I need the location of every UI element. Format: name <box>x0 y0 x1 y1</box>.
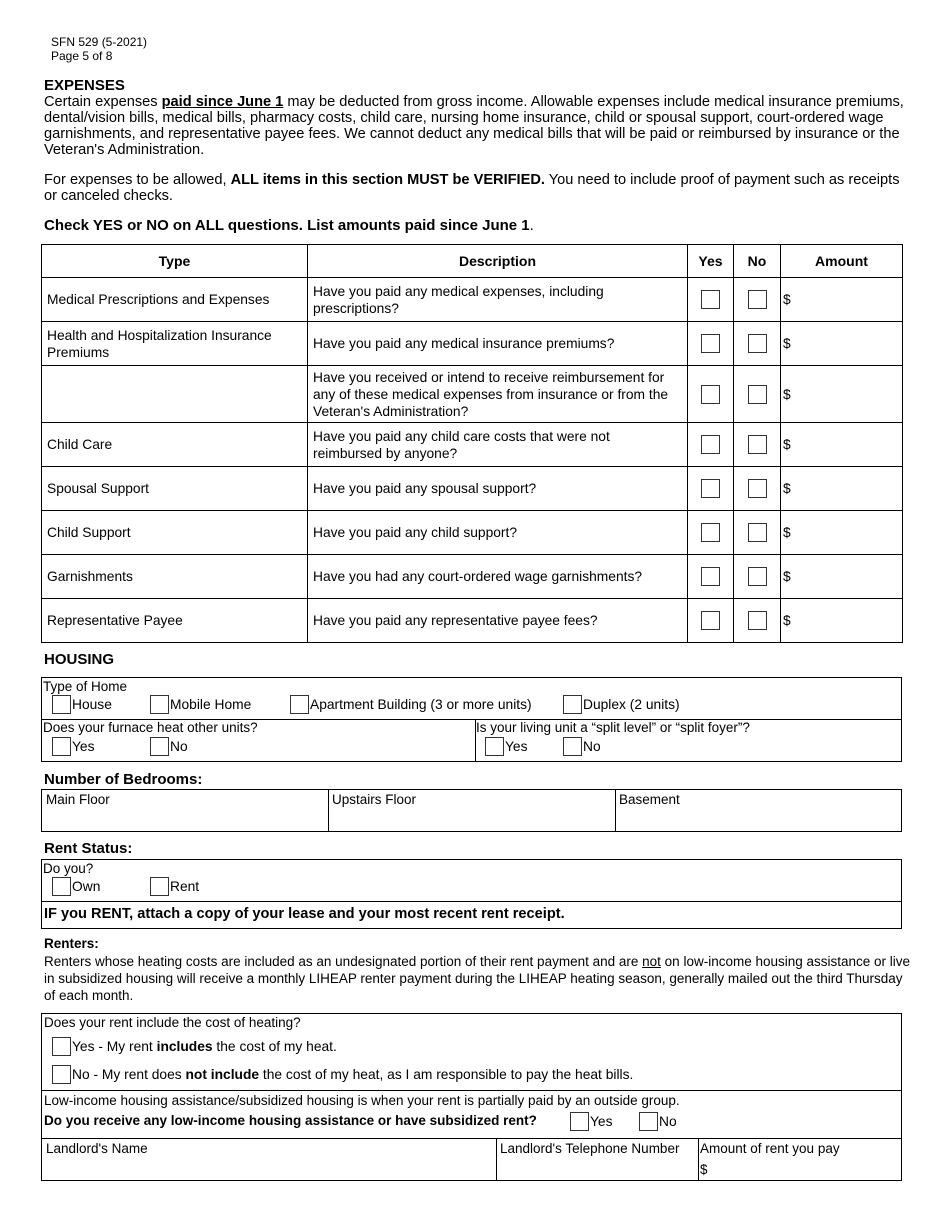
expense-description: Have you paid any medical insurance premiums? <box>308 322 688 366</box>
check-instruction <box>44 218 914 234</box>
furnace-no-checkbox[interactable] <box>150 737 169 756</box>
subsidy-definition: Low-income housing assistance/subsidized housing is when your rent is partially paid by an outside group. <box>44 1093 680 1108</box>
expense-type: Child Support <box>42 511 308 555</box>
renters-text-rest: on low-income housing assistance or live in subsidized housing will receive a monthly LIHEAP renter payment during the LIHEAP heating season, generally mailed out the third Thursday of each month. <box>44 954 911 1003</box>
expense-type: Garnishments <box>42 555 308 599</box>
renters-text: Renters whose heating costs are included as an undesignated portion of their rent payment and are <box>44 954 643 969</box>
yes-cell <box>688 423 734 467</box>
landlord-name-field[interactable] <box>46 1141 148 1156</box>
check-instruction-period: . <box>529 217 534 234</box>
option-text: the cost of my heat. <box>212 1039 337 1054</box>
heat-included-checkbox[interactable] <box>52 1037 71 1056</box>
expense-description: Have you paid any child support? <box>308 511 688 555</box>
expense-row <box>42 467 903 511</box>
currency-symbol: $ <box>700 1162 708 1177</box>
currency-symbol: $ <box>783 336 791 351</box>
divider <box>328 790 329 831</box>
yes-checkbox[interactable] <box>701 479 720 498</box>
furnace-yes-option[interactable] <box>52 737 95 756</box>
upstairs-floor-field[interactable] <box>332 792 416 807</box>
no-checkbox[interactable] <box>748 479 767 498</box>
divider <box>42 1090 901 1091</box>
option-bold: includes <box>156 1039 213 1054</box>
own-option[interactable] <box>52 877 100 896</box>
type-of-home-label: Type of Home <box>43 679 128 694</box>
check-instruction-bold: Check YES or NO on ALL questions. List amounts paid since June 1 <box>44 217 530 234</box>
currency-symbol: $ <box>783 292 791 307</box>
option-label: House <box>72 697 112 712</box>
renters-heading: Renters: <box>44 936 99 951</box>
housing-heading: HOUSING <box>44 651 115 668</box>
intro-text-rest: may be deducted from gross income. Allowable expenses include medical insurance premiums, dental/vision bills, medical bills, pharmacy costs, child care, nursing home insurance, child or spousal support, court-ordered wage garnishments, and representative payee fees. We cannot deduct any medical bills that will be paid or reimbursed by insurance or the Veteran's Administration. <box>44 94 904 158</box>
subsidy-yes-checkbox[interactable] <box>570 1112 589 1131</box>
currency-symbol: $ <box>783 481 791 496</box>
mobile-home-checkbox[interactable] <box>150 695 169 714</box>
lease-notice: IF you RENT, attach a copy of your lease and your most recent rent receipt. <box>44 906 565 922</box>
verify-text-rest: You need to include proof of payment such as receipts or canceled checks. <box>44 172 900 204</box>
divider <box>615 790 616 831</box>
option-label: Rent <box>170 879 200 894</box>
expenses-table <box>41 244 903 643</box>
no-cell <box>734 366 781 423</box>
col-description: Description <box>308 245 688 278</box>
landlord-name-label: Landlord's Name <box>46 1141 148 1156</box>
apartment-checkbox[interactable] <box>290 695 309 714</box>
split-yes-option[interactable] <box>485 737 528 756</box>
yes-cell <box>688 278 734 322</box>
expense-description: Have you paid any spousal support? <box>308 467 688 511</box>
expense-description: Have you paid any child care costs that were not reimbursed by anyone? <box>308 423 688 467</box>
amount-field[interactable] <box>781 599 903 643</box>
option-label: No <box>583 739 601 754</box>
yes-cell <box>688 366 734 423</box>
main-floor-field[interactable] <box>46 792 110 807</box>
landlord-phone-label: Landlord's Telephone Number <box>500 1141 680 1156</box>
main-floor-label: Main Floor <box>46 792 110 807</box>
renters-box <box>41 1013 902 1181</box>
subsidy-question: Do you receive any low-income housing assistance or have subsidized rent? <box>44 1113 537 1128</box>
yes-cell <box>688 322 734 366</box>
divider <box>42 901 901 902</box>
currency-symbol: $ <box>783 437 791 452</box>
subsidy-yes-option[interactable] <box>570 1112 613 1131</box>
bedrooms-box <box>41 789 902 832</box>
subsidy-no-option[interactable] <box>639 1112 677 1131</box>
no-cell <box>734 599 781 643</box>
amount-field[interactable] <box>781 366 903 423</box>
option-text: No - My rent does <box>72 1067 186 1082</box>
rent-option[interactable] <box>150 877 199 896</box>
option-text: the cost of my heat, as I am responsible to pay the heat bills. <box>259 1067 634 1082</box>
expense-type: Representative Payee <box>42 599 308 643</box>
bedrooms-heading: Number of Bedrooms: <box>44 771 203 788</box>
amount-field[interactable] <box>781 555 903 599</box>
expense-type: Health and Hospitalization Insurance Premiums <box>42 322 308 366</box>
split-level-question: Is your living unit a “split level” or “split foyer”? <box>476 720 750 735</box>
subsidy-no-checkbox[interactable] <box>639 1112 658 1131</box>
currency-symbol: $ <box>783 613 791 628</box>
expenses-heading: EXPENSES <box>44 77 125 94</box>
home-option-duplex[interactable] <box>563 695 680 714</box>
option-label: No <box>170 739 188 754</box>
expenses-header-row <box>42 245 903 278</box>
expense-type: Child Care <box>42 423 308 467</box>
own-checkbox[interactable] <box>52 877 71 896</box>
option-text: Yes - My rent <box>72 1039 157 1054</box>
amount-field[interactable] <box>781 423 903 467</box>
heat-question: Does your rent include the cost of heating? <box>44 1015 301 1030</box>
no-cell <box>734 423 781 467</box>
no-cell <box>734 322 781 366</box>
yes-cell <box>688 467 734 511</box>
col-type: Type <box>42 245 308 278</box>
rent-checkbox[interactable] <box>150 877 169 896</box>
heat-included-option[interactable] <box>52 1037 337 1056</box>
split-yes-checkbox[interactable] <box>485 737 504 756</box>
verify-bold: ALL items in this section MUST be VERIFIED. <box>230 172 545 188</box>
no-checkbox[interactable] <box>748 611 767 630</box>
amount-field[interactable] <box>781 322 903 366</box>
furnace-no-option[interactable] <box>150 737 188 756</box>
furnace-yes-checkbox[interactable] <box>52 737 71 756</box>
home-option-apartment[interactable] <box>290 695 532 714</box>
amount-field[interactable] <box>781 511 903 555</box>
amount-field[interactable] <box>781 278 903 322</box>
expense-type <box>42 366 308 423</box>
expenses-intro <box>44 94 914 158</box>
intro-emphasis: paid since June 1 <box>161 94 284 110</box>
no-checkbox[interactable] <box>748 334 767 353</box>
form-identifier <box>51 35 147 63</box>
yes-cell <box>688 511 734 555</box>
yes-checkbox[interactable] <box>701 290 720 309</box>
no-checkbox[interactable] <box>748 523 767 542</box>
rent-status-heading: Rent Status: <box>44 840 133 857</box>
amount-field[interactable] <box>781 467 903 511</box>
heat-not-included-checkbox[interactable] <box>52 1065 71 1084</box>
duplex-checkbox[interactable] <box>563 695 582 714</box>
no-cell <box>734 278 781 322</box>
split-no-checkbox[interactable] <box>563 737 582 756</box>
page-number: Page 5 of 8 <box>51 49 113 63</box>
yes-checkbox[interactable] <box>701 523 720 542</box>
no-checkbox[interactable] <box>748 435 767 454</box>
option-label: Mobile Home <box>170 697 252 712</box>
renters-info <box>44 953 914 1004</box>
yes-checkbox[interactable] <box>701 385 720 404</box>
rent-amount-label: Amount of rent you pay <box>700 1141 840 1156</box>
option-label: Duplex (2 units) <box>583 697 680 712</box>
heat-not-included-option[interactable] <box>52 1065 633 1084</box>
option-bold: not include <box>185 1067 260 1082</box>
option-label: Yes <box>505 739 528 754</box>
heat-not-included-text <box>72 1067 633 1082</box>
basement-label: Basement <box>619 792 680 807</box>
expense-row <box>42 511 903 555</box>
expense-row <box>42 366 903 423</box>
col-amount: Amount <box>781 245 903 278</box>
expenses-verify-note <box>44 172 914 204</box>
option-label: No <box>659 1114 677 1129</box>
option-label: Apartment Building (3 or more units) <box>310 697 532 712</box>
renters-not: not <box>642 954 661 969</box>
no-checkbox[interactable] <box>748 290 767 309</box>
col-yes: Yes <box>688 245 734 278</box>
currency-symbol: $ <box>783 386 791 402</box>
split-no-option[interactable] <box>563 737 601 756</box>
do-you-label: Do you? <box>43 861 94 876</box>
no-checkbox[interactable] <box>748 567 767 586</box>
heat-included-text <box>72 1039 337 1054</box>
yes-checkbox[interactable] <box>701 334 720 353</box>
no-cell <box>734 555 781 599</box>
expense-type: Spousal Support <box>42 467 308 511</box>
home-option-house[interactable] <box>52 695 112 714</box>
option-label: Yes <box>72 739 95 754</box>
yes-checkbox[interactable] <box>701 567 720 586</box>
house-checkbox[interactable] <box>52 695 71 714</box>
rent-status-box <box>41 859 902 929</box>
verify-text: For expenses to be allowed, <box>44 172 231 188</box>
housing-box <box>41 677 902 762</box>
yes-checkbox[interactable] <box>701 435 720 454</box>
expense-description: Have you received or intend to receive reimbursement for any of these medical expenses from insurance or from the Veteran's Administration? <box>308 366 688 423</box>
basement-field[interactable] <box>619 792 680 807</box>
option-label: Own <box>72 879 101 894</box>
no-cell <box>734 511 781 555</box>
expense-description: Have you paid any medical expenses, including prescriptions? <box>308 278 688 322</box>
expense-description: Have you had any court-ordered wage garnishments? <box>308 555 688 599</box>
divider <box>496 1138 497 1180</box>
expense-row <box>42 423 903 467</box>
expense-row <box>42 322 903 366</box>
no-checkbox[interactable] <box>748 385 767 404</box>
expense-row <box>42 599 903 643</box>
col-no: No <box>734 245 781 278</box>
currency-symbol: $ <box>783 525 791 540</box>
rent-amount-field[interactable] <box>700 1138 840 1180</box>
home-option-mobile[interactable] <box>150 695 251 714</box>
upstairs-floor-label: Upstairs Floor <box>332 792 417 807</box>
form-number: SFN 529 (5-2021) <box>51 35 148 49</box>
yes-checkbox[interactable] <box>701 611 720 630</box>
expense-row <box>42 278 903 322</box>
intro-text: Certain expenses <box>44 94 162 110</box>
expense-type: Medical Prescriptions and Expenses <box>42 278 308 322</box>
no-cell <box>734 467 781 511</box>
furnace-question: Does your furnace heat other units? <box>43 720 258 735</box>
yes-cell <box>688 555 734 599</box>
expense-row <box>42 555 903 599</box>
option-label: Yes <box>590 1114 613 1129</box>
currency-symbol: $ <box>783 569 791 584</box>
yes-cell <box>688 599 734 643</box>
landlord-phone-field[interactable] <box>500 1141 679 1156</box>
expense-description: Have you paid any representative payee fees? <box>308 599 688 643</box>
divider <box>698 1138 699 1180</box>
